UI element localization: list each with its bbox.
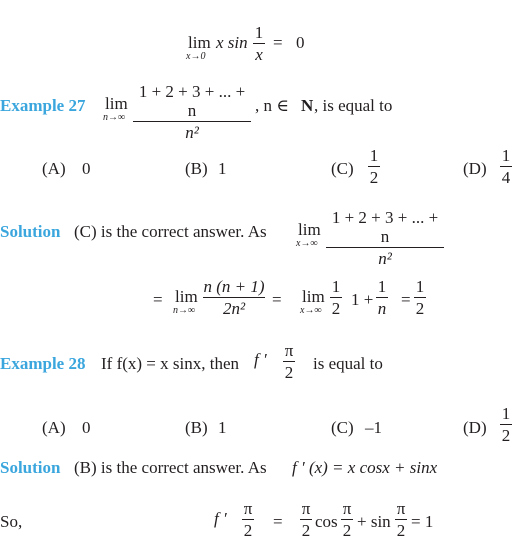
equals: = [273, 33, 283, 52]
lim-word: lim [105, 94, 128, 113]
f-prime: f ′ [254, 350, 267, 369]
sum-over-n-squared: 1 + 2 + 3 + ... + n n² [133, 82, 251, 142]
lim-word: lim [298, 220, 321, 239]
sum-over-n-squared: 1 + 2 + 3 + ... + n n² [326, 208, 444, 268]
one-plus: 1 + [351, 290, 374, 309]
lim-subscript: n→∞ [173, 305, 196, 316]
option-c-label: (C) [331, 418, 354, 437]
pi-over-2-fraction: π 2 [284, 341, 294, 382]
tail-text: , is equal to [314, 96, 393, 115]
solution-text: (B) is the correct answer. As [74, 458, 267, 477]
one-over-n-fraction: 1 n [377, 277, 387, 318]
half-fraction: 1 2 [331, 277, 341, 318]
n-n-plus-1-over-2n-squared: n (n + 1) 2n² [203, 277, 265, 318]
result-half-fraction: 1 2 [415, 277, 425, 318]
option-b-label: (B) [185, 418, 208, 437]
plus-sin: + sin [357, 512, 391, 531]
so-label: So, [0, 512, 23, 531]
solution-text: (C) is the correct answer. As [74, 222, 267, 241]
example-label: Example 27 [0, 96, 86, 115]
option-a-value: 0 [82, 159, 91, 178]
result: = 1 [411, 512, 434, 531]
option-a-label: (A) [42, 159, 66, 178]
example-text: If f(x) = x sinx, then [101, 354, 240, 373]
lim-word: lim [188, 33, 211, 52]
fraction-c: π 2 [396, 499, 406, 540]
f-prime: f ′ [214, 509, 227, 528]
lim-subscript: x→∞ [296, 238, 318, 249]
option-b-value: 1 [218, 159, 227, 178]
option-a-value: 0 [82, 418, 91, 437]
option-d-fraction: 1 2 [501, 404, 511, 445]
solution-label: Solution [0, 458, 61, 477]
equals: = [273, 512, 283, 531]
lim-word-2: lim [302, 287, 325, 306]
lim-subscript-2: x→∞ [300, 305, 322, 316]
fraction-one-over-x: 1 x [254, 23, 264, 64]
option-c-value: –1 [365, 418, 382, 437]
equals-2: = [272, 290, 282, 309]
option-b-value: 1 [218, 418, 227, 437]
pi-over-2-fraction: π 2 [243, 499, 253, 540]
fraction-b: π 2 [342, 499, 352, 540]
option-d-fraction: 1 4 [501, 146, 511, 187]
option-a-label: (A) [42, 418, 66, 437]
condition: , n ∈ [255, 96, 289, 115]
tail-text: is equal to [313, 354, 383, 373]
lim-subscript: n→∞ [103, 112, 126, 123]
option-b-label: (B) [185, 159, 208, 178]
cos-word: cos [315, 512, 338, 531]
option-d-label: (D) [463, 159, 487, 178]
natural-set: N [301, 96, 314, 115]
result: 0 [296, 33, 305, 52]
derivative-expr: f ′ (x) = x cosx + sinx [292, 458, 438, 477]
equals-3: = [401, 290, 411, 309]
option-c-fraction: 1 2 [369, 146, 379, 187]
example-label: Example 28 [0, 354, 86, 373]
lim-word: lim [175, 287, 198, 306]
fraction-a: π 2 [301, 499, 311, 540]
solution-label: Solution [0, 222, 61, 241]
expr: x sin [216, 33, 248, 52]
option-c-label: (C) [331, 159, 354, 178]
option-d-label: (D) [463, 418, 487, 437]
lim-subscript: x→0 [186, 51, 206, 62]
equals-1: = [153, 290, 163, 309]
